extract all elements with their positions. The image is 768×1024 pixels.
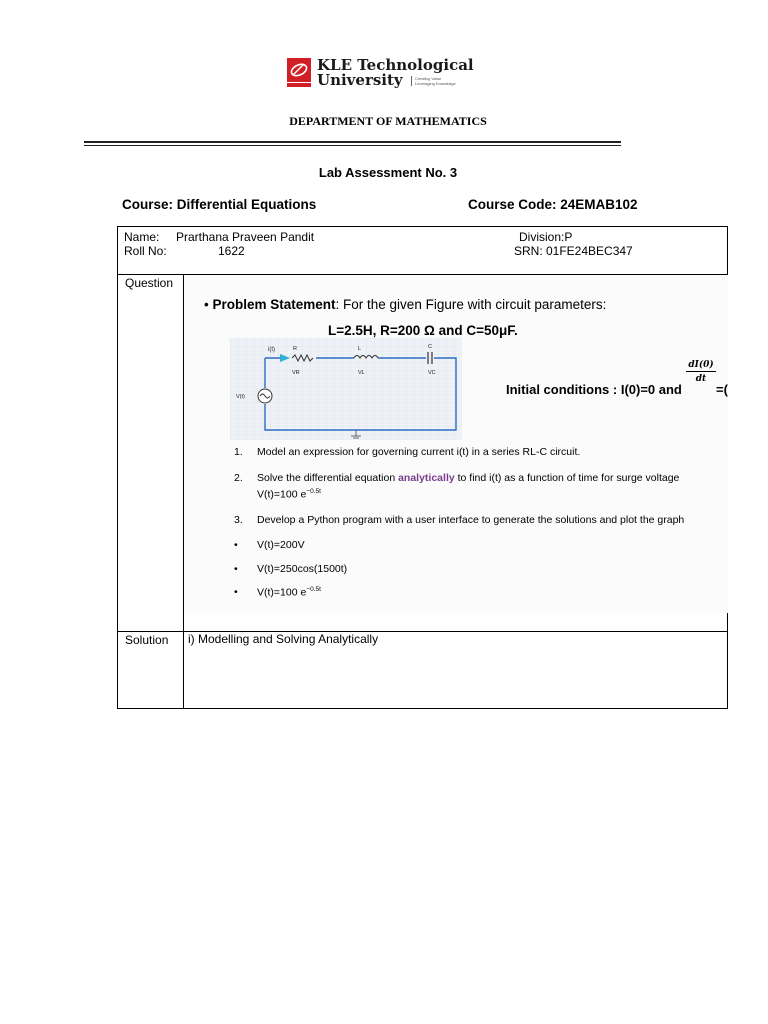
course-name: Course: Differential Equations bbox=[122, 197, 317, 212]
question-label: Question bbox=[125, 276, 174, 290]
kle-emblem-icon bbox=[287, 58, 313, 88]
formula-base: V(t)=100 e bbox=[257, 488, 307, 501]
problem-statement bbox=[204, 297, 606, 312]
label-vl: VL bbox=[358, 370, 365, 376]
derivative-numerator: dI(0) bbox=[686, 360, 716, 372]
bullet: • bbox=[234, 586, 238, 598]
label-resistor: R bbox=[293, 346, 297, 352]
rlc-circuit-diagram bbox=[230, 338, 462, 440]
formula-exponent: −0.5t bbox=[306, 488, 321, 495]
task-text-post: to find i(t) as a function of time for surge voltage bbox=[454, 472, 680, 484]
voltage-text bbox=[257, 586, 321, 599]
bullet: • bbox=[234, 539, 238, 551]
university-name-line2: University bbox=[317, 71, 403, 89]
tagline-line1: Creating Value bbox=[415, 76, 442, 81]
task-number: 2. bbox=[234, 472, 243, 484]
task-text: Model an expression for governing current i(t) in a series RL-C circuit. bbox=[257, 446, 581, 458]
task-number: 1. bbox=[234, 446, 243, 458]
problem-bullet: • bbox=[204, 297, 209, 312]
university-tagline bbox=[411, 76, 465, 86]
header-rule-thin bbox=[84, 145, 621, 146]
tagline-line2: Leveraging Knowledge bbox=[415, 81, 456, 86]
division: Division:P bbox=[519, 230, 573, 244]
question-figure bbox=[184, 275, 728, 613]
solution-label: Solution bbox=[125, 633, 169, 647]
roll-number: 1622 bbox=[218, 244, 245, 258]
srn: SRN: 01FE24BEC347 bbox=[514, 244, 633, 258]
university-name-line1: KLE Technological bbox=[317, 56, 474, 74]
student-name: Prarthana Praveen Pandit bbox=[176, 230, 315, 244]
task-number: 3. bbox=[234, 514, 243, 526]
header-rule-thick bbox=[84, 141, 621, 143]
label-capacitor: C bbox=[428, 344, 432, 350]
task-text bbox=[257, 472, 679, 484]
task-text: Develop a Python program with a user interface to generate the solutions and plot the graph bbox=[257, 514, 685, 526]
task-formula bbox=[257, 488, 321, 501]
voltage-exponent: −0.5t bbox=[306, 586, 321, 593]
label-vr: VR bbox=[292, 370, 300, 376]
department-heading: DEPARTMENT OF MATHEMATICS bbox=[289, 114, 487, 128]
voltage-text: V(t)=200V bbox=[257, 539, 305, 551]
derivative-equals: =( bbox=[716, 382, 728, 397]
derivative-denominator: dt bbox=[695, 374, 707, 384]
solution-text: i) Modelling and Solving Analytically bbox=[188, 632, 379, 646]
lab-title: Lab Assessment No. 3 bbox=[318, 165, 458, 180]
task-text-pre: Solve the differential equation bbox=[257, 472, 399, 484]
task-highlight: analytically bbox=[398, 472, 455, 484]
voltage-text: V(t)=250cos(1500t) bbox=[257, 563, 348, 575]
voltage-base: V(t)=100 e bbox=[257, 586, 307, 599]
initial-conditions: Initial conditions : I(0)=0 and bbox=[506, 382, 682, 397]
course-code: Course Code: 24EMAB102 bbox=[468, 197, 638, 212]
name-label: Name: bbox=[124, 230, 160, 244]
label-current: i(t) bbox=[268, 347, 275, 353]
label-inductor: L bbox=[358, 346, 362, 352]
derivative-fraction bbox=[686, 360, 716, 384]
problem-statement-text: : For the given Figure with circuit parameters: bbox=[335, 297, 607, 312]
bullet: • bbox=[234, 563, 238, 575]
label-source: V(t) bbox=[236, 394, 245, 400]
university-logo bbox=[287, 58, 477, 92]
roll-label: Roll No: bbox=[124, 244, 167, 258]
problem-statement-heading: Problem Statement bbox=[212, 297, 336, 312]
circuit-parameters: L=2.5H, R=200 Ω and C=50μF. bbox=[328, 323, 518, 338]
label-vc: VC bbox=[428, 370, 436, 376]
